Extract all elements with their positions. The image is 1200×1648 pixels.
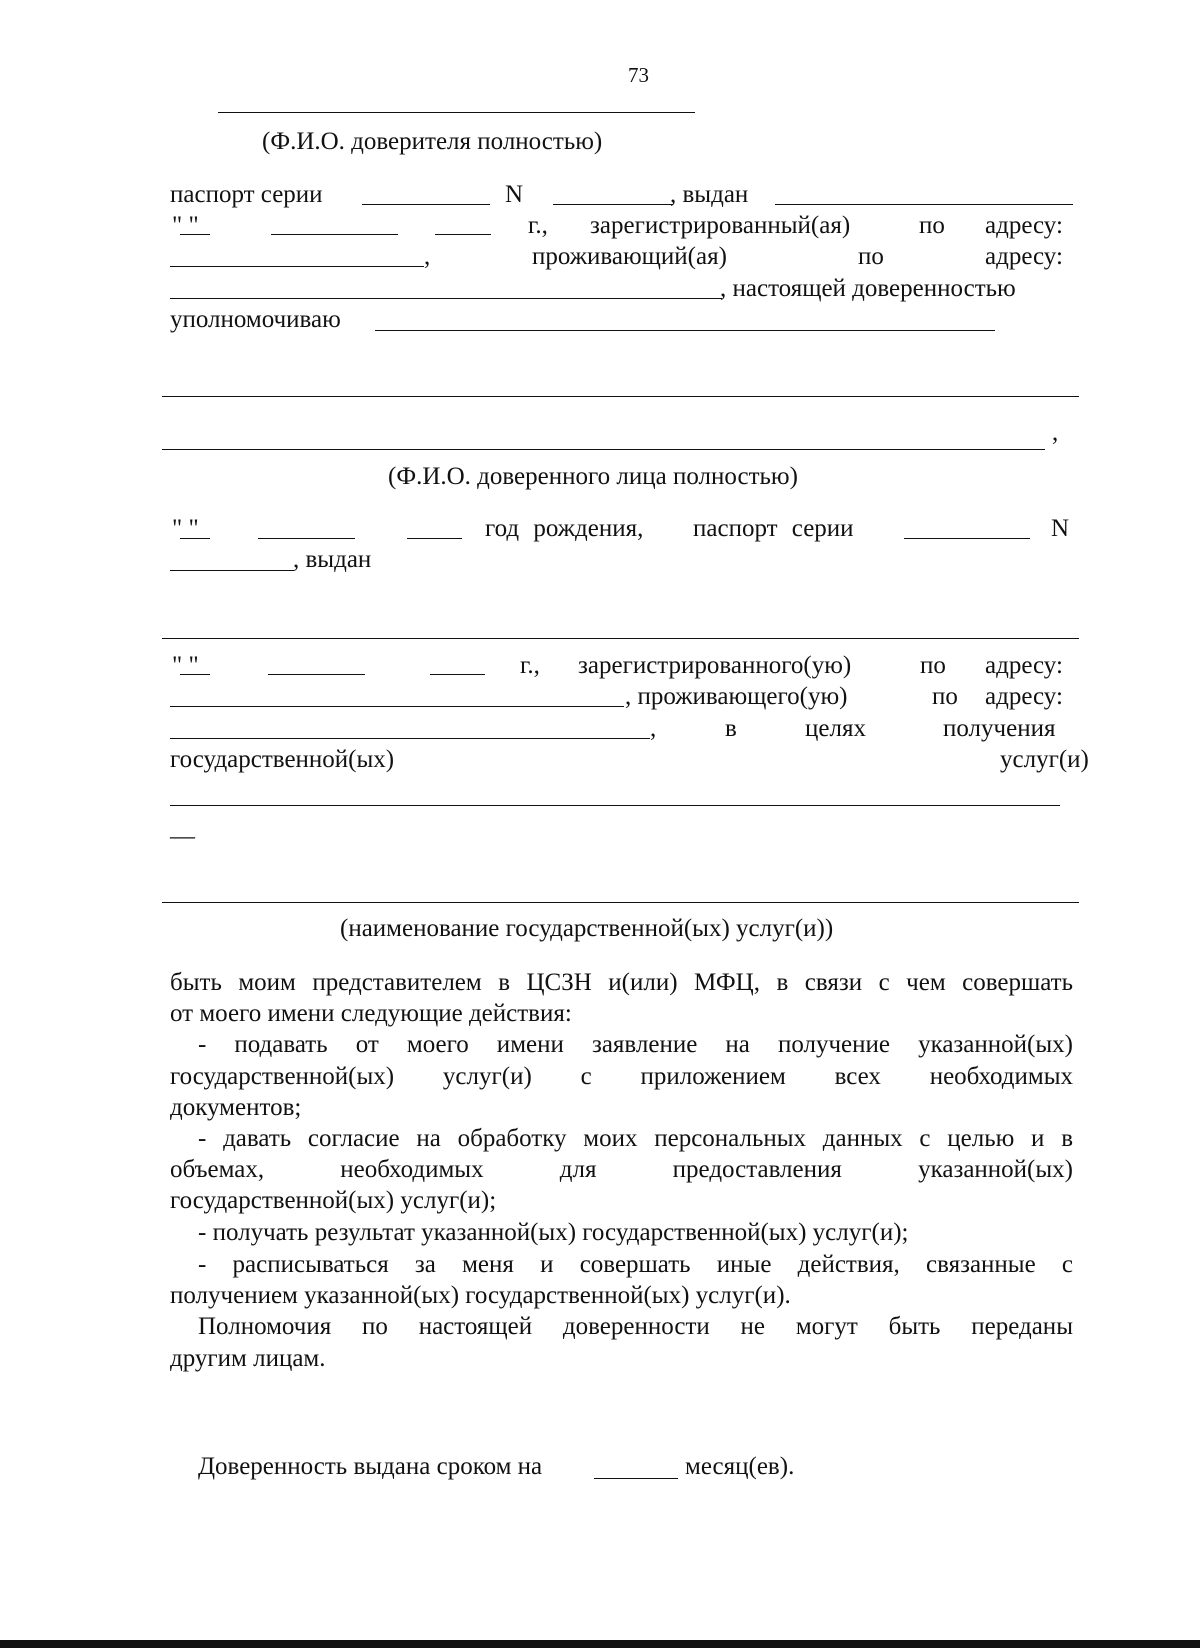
services-name-field-1[interactable]: [170, 805, 1060, 806]
date-month-field[interactable]: [271, 234, 398, 235]
date-day-field[interactable]: [180, 234, 210, 235]
issue-month-field[interactable]: [268, 674, 365, 675]
hereby-power-label: , настоящей доверенностью: [720, 275, 1016, 302]
body-p2-line1: - подавать от моего имени заявление на получение указанной(ых): [198, 1031, 1073, 1058]
passport-number-field[interactable]: [553, 204, 673, 205]
birth-day-field[interactable]: [180, 538, 210, 539]
passport-series-field[interactable]: [362, 204, 490, 205]
principal-caption: (Ф.И.О. доверителя полностью): [262, 128, 603, 155]
birth-month-field[interactable]: [258, 538, 355, 539]
passport-n-label: N: [505, 181, 524, 208]
dash-mark: —: [170, 823, 195, 850]
term-months-field[interactable]: [594, 1478, 678, 1479]
goals-label: целях: [805, 715, 866, 742]
passport-series-label: паспорт серии: [170, 181, 323, 208]
services-caption: (наименование государственной(ых) услуг(и)): [340, 915, 834, 942]
body-p3-line1: - давать согласие на обработку моих персональных данных с целью и в: [198, 1125, 1073, 1152]
body-p2-line2: государственной(ых) услуг(и) с приложением всех необходимых: [170, 1063, 1073, 1090]
attorney-issued-by-field[interactable]: [162, 638, 1079, 639]
principal-name-line: [218, 112, 695, 113]
date-quotes: " ": [172, 212, 199, 239]
issue-year-field[interactable]: [430, 674, 485, 675]
residing-label: проживающий(ая): [532, 243, 727, 270]
registered-address-field[interactable]: [170, 266, 424, 267]
body-p1-line2: от моего имени следующие действия:: [170, 1000, 572, 1027]
po-label-3: по: [920, 652, 946, 679]
date-year-field[interactable]: [435, 234, 491, 235]
birth-date-quotes: " ": [172, 515, 199, 542]
year-abbrev-2: г.,: [520, 652, 540, 679]
issued-label: , выдан: [670, 181, 749, 208]
services-label: услуг(и): [1000, 746, 1089, 773]
scan-edge-bar: [0, 1640, 1200, 1648]
trailing-comma: ,: [1052, 419, 1059, 446]
birth-year-label: год рождения,: [485, 515, 644, 542]
body-p5-line2: получением указанной(ых) государственной(ых) услуг(и).: [170, 1282, 791, 1309]
attorney-passport-series-field[interactable]: [904, 538, 1030, 539]
attorney-residing-address-field[interactable]: [170, 738, 650, 739]
attorney-name-field-2[interactable]: [162, 396, 1079, 397]
term-prefix: Доверенность выдана сроком на: [198, 1453, 543, 1480]
comma-label: ,: [424, 243, 431, 270]
body-p3-line2: объемах, необходимых для предоставления указанной(ых): [170, 1156, 1073, 1183]
registered-acc-label: зарегистрированного(ую): [578, 652, 852, 679]
page-number: 73: [628, 63, 649, 87]
services-name-field-2[interactable]: [162, 902, 1079, 903]
residing-acc-label: , проживающего(ую): [625, 683, 848, 710]
body-p3-line3: государственной(ых) услуг(и);: [170, 1187, 497, 1214]
passport-series-label-2: паспорт серии: [693, 515, 854, 542]
body-p1-line1: быть моим представителем в ЦСЗН и(или) МФЦ, в связи с чем совершать: [170, 969, 1073, 996]
issued-label-2: , выдан: [293, 546, 372, 573]
po-label-4: по: [932, 683, 958, 710]
issue-day-field[interactable]: [180, 674, 210, 675]
attorney-name-field-1[interactable]: [375, 330, 995, 331]
passport-n-label-2: N: [1051, 515, 1070, 542]
body-p4-line1: - получать результат указанной(ых) государственной(ых) услуг(и);: [198, 1219, 909, 1246]
attorney-registered-address-field[interactable]: [170, 706, 624, 707]
address-label-2: адресу:: [985, 243, 1063, 270]
term-suffix: месяц(ев).: [685, 1453, 795, 1480]
registered-label: зарегистрированный(ая): [590, 212, 851, 239]
po-label-2: по: [858, 243, 884, 270]
receiving-label: получения: [943, 715, 1056, 742]
address-label-3: адресу:: [985, 652, 1063, 679]
year-abbrev: г.,: [528, 212, 548, 239]
issued-by-field[interactable]: [775, 204, 1073, 205]
in-label: в: [725, 715, 737, 742]
body-p5-line1: - расписываться за меня и совершать иные действия, связанные с: [198, 1251, 1073, 1278]
po-label: по: [919, 212, 945, 239]
attorney-caption: (Ф.И.О. доверенного лица полностью): [388, 463, 798, 490]
body-p2-line3: документов;: [170, 1094, 302, 1121]
body-p6-line1: Полномочия по настоящей доверенности не могут быть переданы: [198, 1313, 1073, 1340]
state-services-label: государственной(ых): [170, 746, 395, 773]
attorney-name-field-3[interactable]: [162, 449, 1045, 450]
comma-label-2: ,: [650, 715, 657, 742]
birth-year-field[interactable]: [407, 538, 462, 539]
residing-address-field[interactable]: [170, 298, 722, 299]
address-label-4: адресу:: [985, 683, 1063, 710]
address-label: адресу:: [985, 212, 1063, 239]
issue-date-quotes: " ": [172, 652, 199, 679]
body-p6-line2: другим лицам.: [170, 1345, 326, 1372]
authorize-label: уполномочиваю: [170, 306, 341, 333]
attorney-passport-number-field[interactable]: [170, 570, 294, 571]
